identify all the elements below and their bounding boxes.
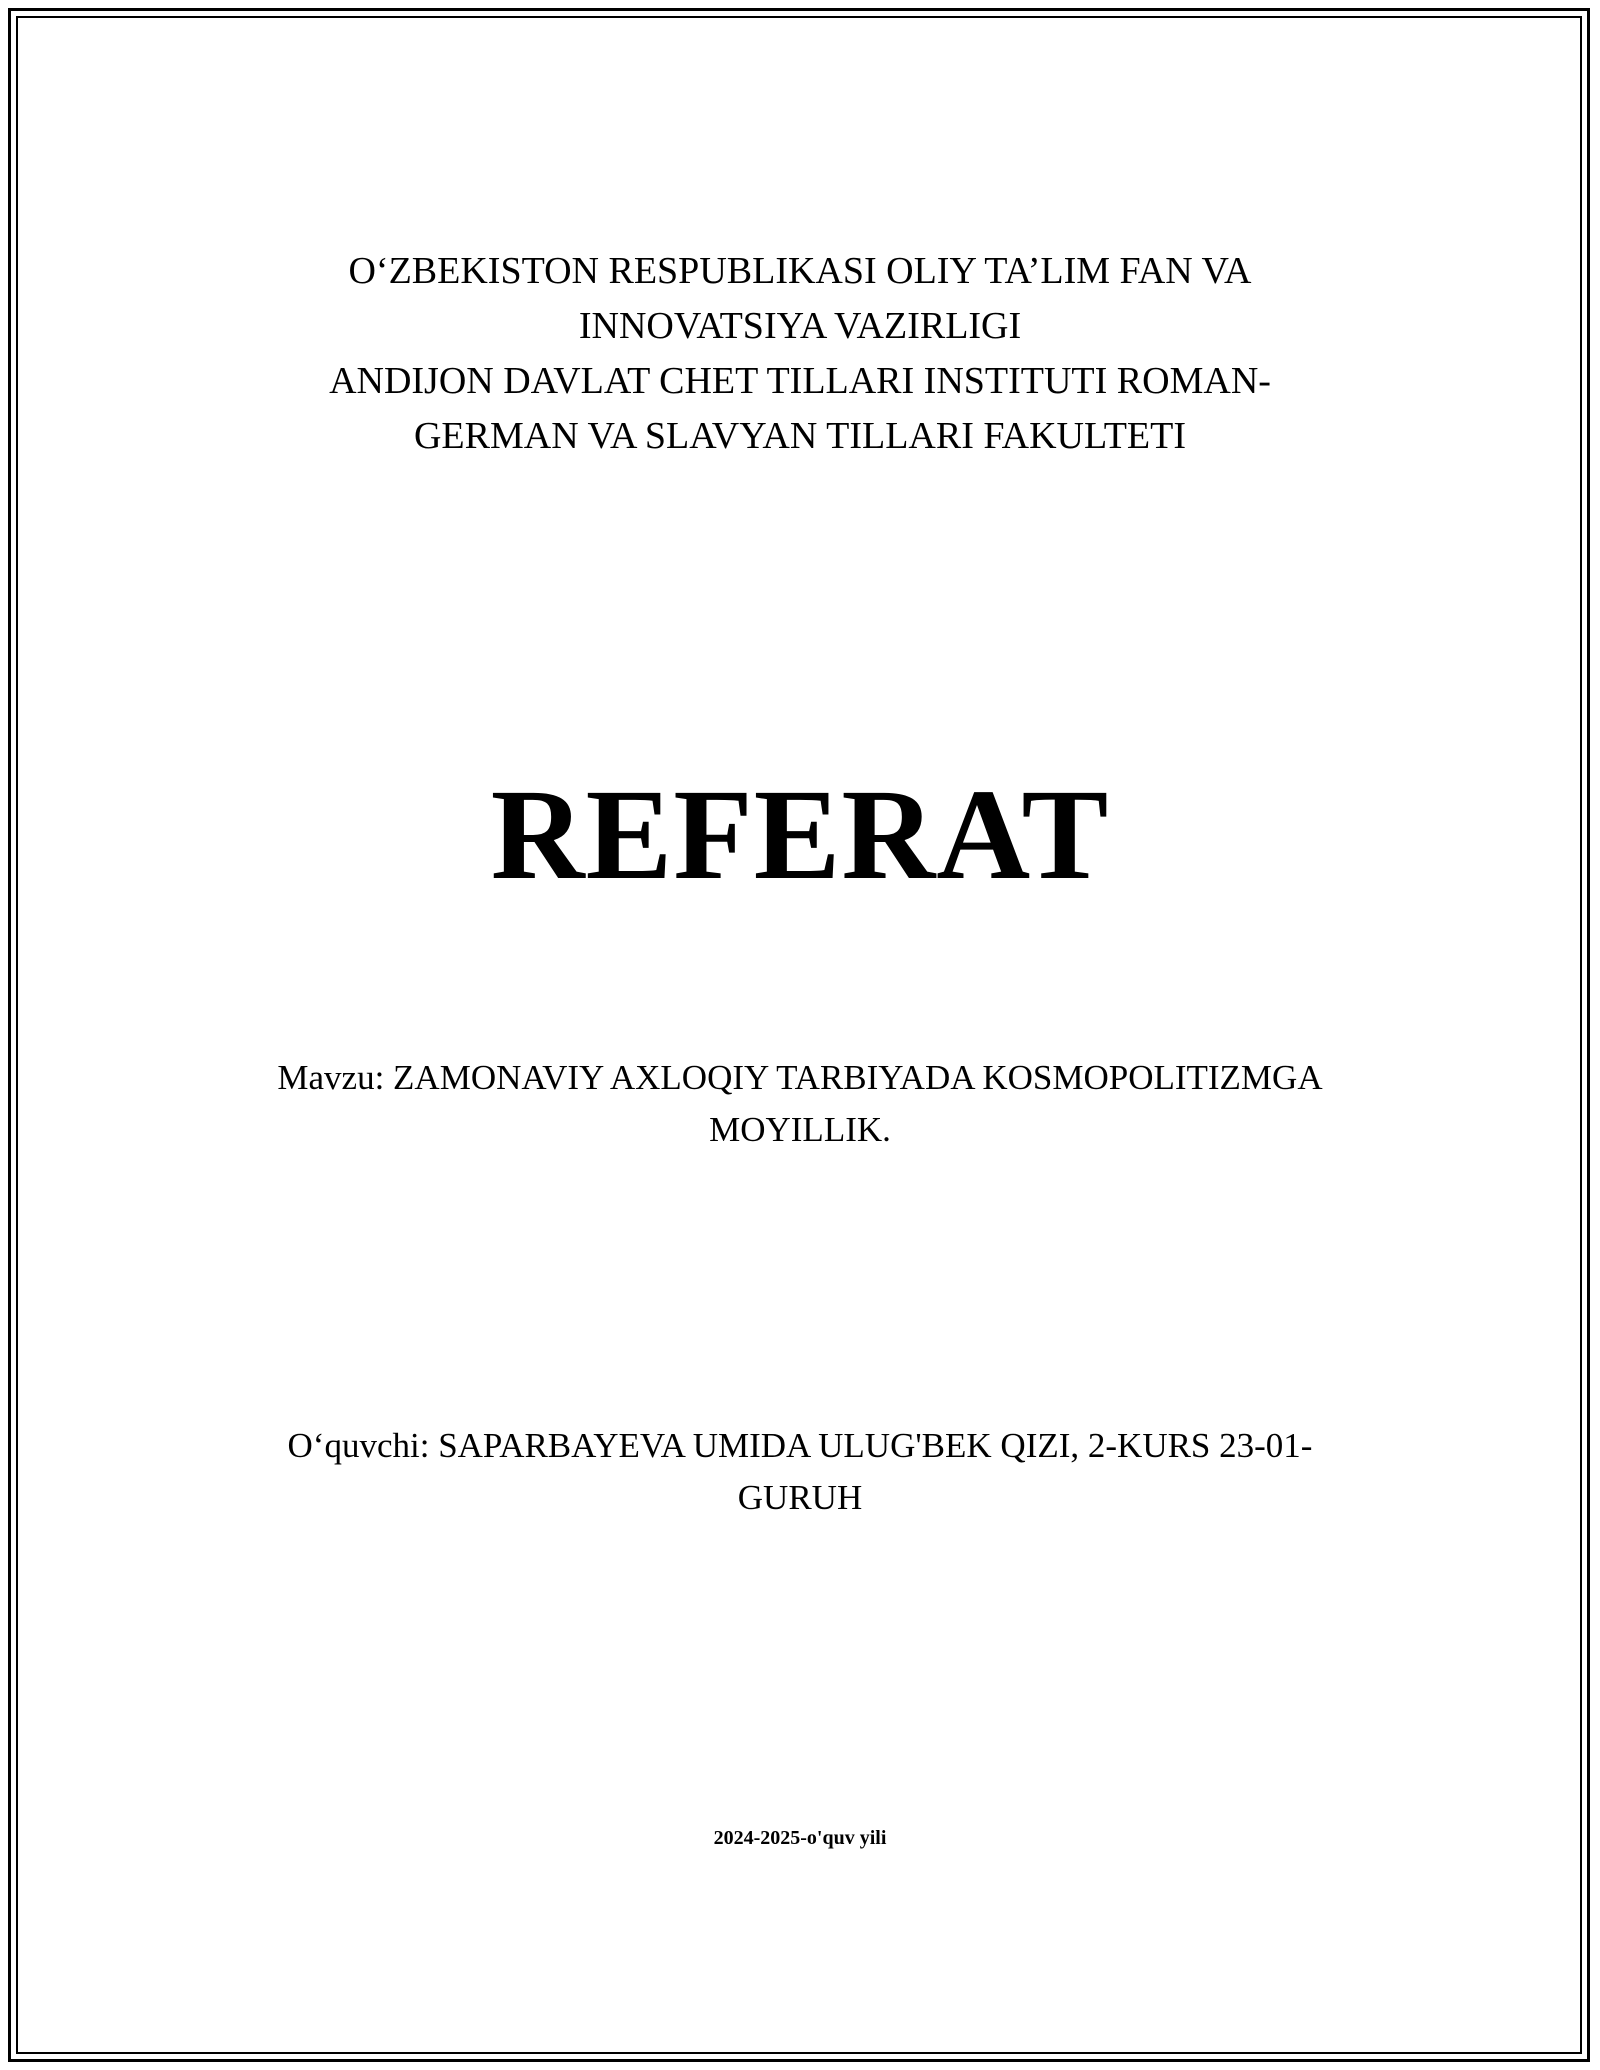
institution-header (0, 244, 1600, 464)
topic-line: Mavzu: ZAMONAVIY AXLOQIY TARBIYADA KOSMOPOLITIZMGA (277, 1058, 1323, 1097)
student-line: GURUH (737, 1478, 863, 1517)
topic-line: MOYILLIK. (709, 1110, 891, 1149)
student-block (0, 1420, 1600, 1524)
header-line: O‘ZBEKISTON RESPUBLIKASI OLIY TA’LIM FAN VA (348, 250, 1252, 292)
academic-year: 2024-2025-o'quv yili (713, 1827, 887, 1849)
header-line: GERMAN VA SLAVYAN TILLARI FAKULTETI (413, 415, 1187, 457)
document-title: REFERAT (490, 763, 1110, 907)
topic-block (0, 1052, 1600, 1156)
header-line: INNOVATSIYA VAZIRLIGI (578, 305, 1022, 347)
student-line: O‘quvchi: SAPARBAYEVA UMIDA ULUG'BEK QIZI, 2-KURS 23-01- (287, 1426, 1313, 1465)
header-line: ANDIJON DAVLAT CHET TILLARI INSTITUTI ROMAN- (329, 360, 1271, 402)
